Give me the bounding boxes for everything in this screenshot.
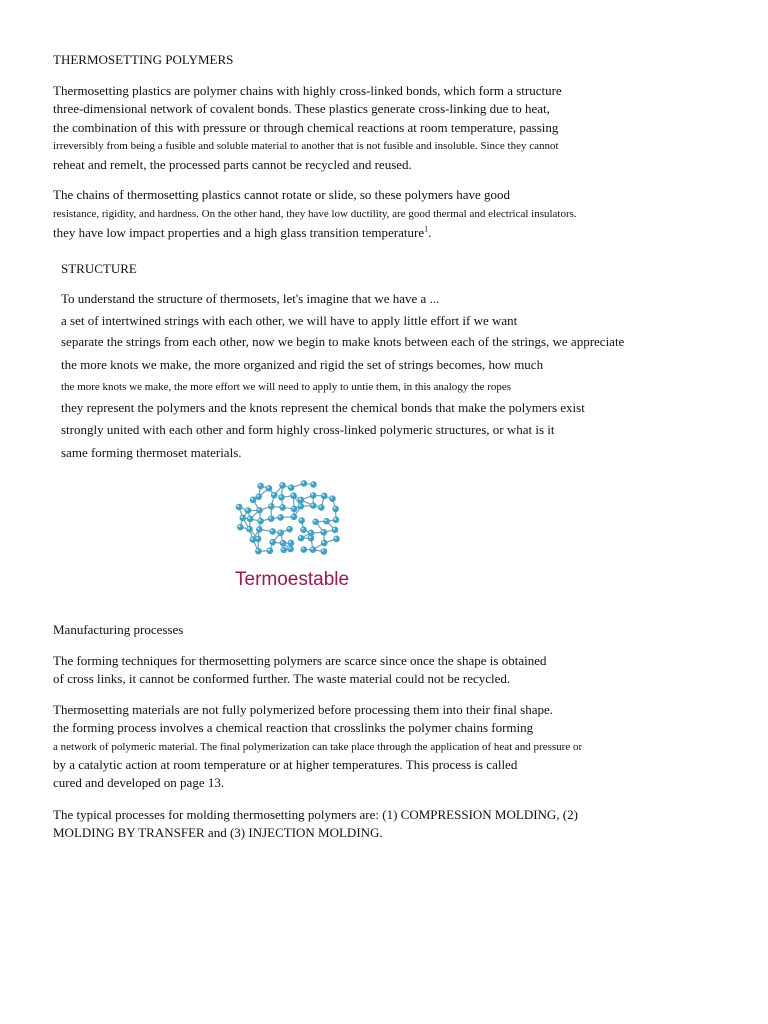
molecule-atom-highlight — [309, 531, 311, 533]
molecule-atom-highlight — [292, 515, 294, 517]
molecule-atom-highlight — [257, 508, 259, 510]
structure-line: they represent the polymers and the knots represent the chemical bonds that make the polymers exist — [61, 400, 585, 415]
molecule-atom-highlight — [299, 498, 301, 500]
molecule-atom-highlight — [268, 549, 270, 551]
molecule-atom-highlight — [282, 548, 284, 550]
molecule-atom — [250, 497, 257, 504]
structure-line: strongly united with each other and form highly cross-linked polymeric structures, or what is it — [61, 422, 555, 437]
molecule-atom — [247, 516, 254, 523]
molecule-atom-highlight — [272, 493, 274, 495]
paragraph-line: The forming techniques for thermosetting polymers are scarce since once the shape is obtained — [53, 653, 547, 668]
molecule-atom-highlight — [322, 549, 324, 551]
molecule-atom-highlight — [267, 486, 269, 488]
molecule-atom-highlight — [271, 540, 273, 542]
molecule-atom-highlight — [241, 516, 243, 518]
molecule-atom — [323, 518, 330, 525]
paragraph-line: three-dimensional network of covalent bonds. These plastics generate cross-linking due to heat, — [53, 101, 550, 116]
paragraph-line: by a catalytic action at room temperature or at higher temperatures. This process is called — [53, 757, 518, 772]
molecule-atom — [291, 506, 298, 513]
molecule-atom — [269, 539, 276, 546]
molecule-atom — [288, 484, 295, 491]
structure-line: separate the strings from each other, now we begin to make knots between each of the strings, we appreciate — [61, 334, 625, 349]
molecule-atom-highlight — [333, 528, 335, 530]
molecule-atom-highlight — [330, 497, 332, 499]
molecule-atom — [320, 529, 327, 536]
molecule-atom — [255, 548, 262, 555]
molecule-atom — [237, 524, 244, 531]
molecule-atom — [310, 481, 317, 488]
molecule-atom-highlight — [314, 520, 316, 522]
molecule-atom — [269, 528, 276, 535]
molecule-atom-highlight — [281, 505, 283, 507]
molecule-atom-highlight — [238, 525, 240, 527]
paragraph-line: cured and developed on page 13. — [53, 775, 225, 790]
molecule-atom — [286, 526, 293, 533]
paragraph-line: The typical processes for molding thermosetting polymers are: (1) COMPRESSION MOLDING, (2) — [53, 807, 578, 822]
paragraph-line — [53, 225, 431, 241]
molecule-atom-highlight — [289, 486, 291, 488]
molecule-atom — [321, 548, 328, 555]
molecule-atom-highlight — [269, 517, 271, 519]
structure-line: the more knots we make, the more organized and rigid the set of strings becomes, how much — [61, 357, 544, 372]
molecule-atom-highlight — [287, 527, 289, 529]
molecule-atom — [266, 485, 273, 492]
molecule-atom-highlight — [279, 495, 281, 497]
molecule-atom-highlight — [309, 536, 311, 538]
molecule-atom-highlight — [302, 547, 304, 549]
paragraph-line: irreversibly from being a fusible and soluble material to another that is not fusible and insoluble. Since they cannot — [53, 140, 559, 152]
molecule-atom — [298, 497, 305, 504]
paragraph-line: resistance, rigidity, and hardness. On the other hand, they have low ductility, are good thermal and electrical insulators. — [53, 208, 577, 220]
molecule-atom — [279, 482, 286, 489]
molecule-atom-highlight — [322, 541, 324, 543]
molecule-atom — [291, 513, 298, 520]
molecule-atom — [333, 536, 340, 543]
molecule-atom-highlight — [269, 504, 271, 506]
molecule-atom — [310, 492, 317, 499]
molecule-atom — [332, 527, 339, 534]
molecule-atom-highlight — [237, 505, 239, 507]
molecule-atom — [268, 515, 275, 522]
paragraph-line: MOLDING BY TRANSFER and (3) INJECTION MOLDING. — [53, 825, 383, 840]
molecule-atom — [329, 495, 336, 502]
molecule-atom-highlight — [259, 519, 261, 521]
molecule-atom-highlight — [301, 528, 303, 530]
molecule-atom — [288, 540, 295, 547]
paragraph-line: The chains of thermosetting plastics cannot rotate or slide, so these polymers have good — [53, 187, 511, 202]
molecule-atom-highlight — [279, 531, 281, 533]
molecule-atom — [277, 514, 284, 521]
molecule-atom — [257, 518, 264, 525]
molecule-atom-highlight — [322, 530, 324, 532]
molecule-atom — [310, 546, 317, 553]
molecule-atom — [332, 506, 339, 513]
molecule-atom — [246, 526, 253, 533]
molecule-atom-highlight — [302, 481, 304, 483]
figure-caption: Termoestable — [235, 569, 350, 590]
molecule-atom — [318, 504, 325, 511]
molecule-atom — [256, 526, 263, 533]
molecule-atom — [255, 493, 262, 500]
molecule-atom — [321, 493, 328, 500]
structure-line: To understand the structure of thermosets, let's imagine that we have a ... — [61, 291, 440, 306]
molecule-atom-highlight — [324, 519, 326, 521]
molecule-atom-highlight — [334, 537, 336, 539]
molecule-atom — [300, 546, 307, 553]
paragraph-line: a network of polymeric material. The final polymerization can take place through the application of heat and pressure or — [53, 741, 583, 753]
molecule-atom-highlight — [299, 504, 301, 506]
structure-line: a set of intertwined strings with each other, we will have to apply little effort if we want — [61, 313, 518, 328]
paragraph-line: Thermosetting materials are not fully polymerized before processing them into their final shape. — [53, 702, 553, 717]
paragraph-line: reheat and remelt, the processed parts cannot be recycled and reused. — [53, 157, 412, 172]
molecule-atom-highlight — [322, 494, 324, 496]
molecule-atom — [287, 546, 294, 553]
molecule-atom — [298, 517, 305, 524]
molecule-atom-highlight — [291, 494, 293, 496]
molecule-atom — [280, 540, 287, 547]
paragraph-line: the combination of this with pressure or through chemical reactions at room temperature, passing — [53, 120, 559, 135]
molecule-atom — [257, 483, 264, 490]
paragraph-line: the forming process involves a chemical reaction that crosslinks the polymer chains forming — [53, 720, 534, 735]
molecule-atom-highlight — [289, 541, 291, 543]
molecule-atom — [256, 507, 263, 514]
molecule-atom — [310, 502, 317, 509]
structure-title: STRUCTURE — [61, 261, 137, 276]
molecule-atom-highlight — [248, 517, 250, 519]
footnote-mark: 1 — [424, 224, 429, 234]
molecule-atom — [301, 480, 308, 487]
paragraph-period: . — [428, 225, 432, 240]
molecule-atom-highlight — [281, 541, 283, 543]
section-title: THERMOSETTING POLYMERS — [53, 52, 234, 67]
paragraph-line: of cross links, it cannot be conformed further. The waste material could not be recycled. — [53, 671, 511, 686]
molecule-atom — [280, 547, 287, 554]
molecule-atom-highlight — [311, 482, 313, 484]
molecule-atom — [321, 540, 328, 547]
molecule-atom-highlight — [256, 549, 258, 551]
molecule-atom-highlight — [259, 484, 261, 486]
molecule-atom — [312, 519, 319, 526]
molecule-atom — [271, 492, 278, 499]
molecule-atom — [290, 492, 297, 499]
molecule-atom-highlight — [319, 505, 321, 507]
molecule-atom — [267, 547, 274, 554]
paragraph-text: they have low impact properties and a high glass transition temperature — [53, 225, 425, 240]
molecule-atom-highlight — [257, 495, 259, 497]
molecule-atom — [298, 503, 305, 510]
molecule-atom — [300, 526, 307, 533]
molecule-atom — [298, 535, 305, 542]
molecule-atom-highlight — [271, 529, 273, 531]
paragraph-line: Thermosetting plastics are polymer chains with highly cross-linked bonds, which form a structure — [53, 83, 562, 98]
molecule-atom-highlight — [299, 536, 301, 538]
molecule-atom-highlight — [311, 503, 313, 505]
molecule-atom — [333, 517, 340, 524]
molecule-atom-highlight — [311, 493, 313, 495]
molecule-atom — [236, 504, 243, 511]
molecule-atom-highlight — [300, 518, 302, 520]
molecule-atom-highlight — [251, 498, 253, 500]
molecule-atom-highlight — [292, 507, 294, 509]
molecule-atom-highlight — [257, 527, 259, 529]
molecule-atom — [279, 504, 286, 511]
molecule-atom-highlight — [246, 508, 248, 510]
molecule-atom — [277, 529, 284, 536]
molecule-atom — [268, 503, 275, 510]
molecule-atom — [245, 507, 252, 514]
molecule-atom-highlight — [256, 537, 258, 539]
molecule-atom-highlight — [278, 515, 280, 517]
molecule-atom-highlight — [280, 483, 282, 485]
molecule-atom — [308, 535, 315, 542]
molecule-atom-highlight — [334, 518, 336, 520]
molecule-atom-highlight — [288, 547, 290, 549]
molecule-atom-highlight — [333, 507, 335, 509]
molecule-atom-highlight — [251, 537, 253, 539]
molecule-atom — [255, 536, 262, 543]
molecule-network-icon — [232, 478, 372, 568]
section-title: Manufacturing processes — [53, 622, 184, 637]
structure-line: the more knots we make, the more effort we will need to apply to untie them, in this analogy the ropes — [61, 381, 512, 393]
molecule-atom-highlight — [311, 548, 313, 550]
molecule-atom — [239, 515, 246, 522]
structure-line: same forming thermoset materials. — [61, 445, 242, 460]
molecule-atom — [278, 494, 285, 501]
molecule-atom-highlight — [247, 527, 249, 529]
